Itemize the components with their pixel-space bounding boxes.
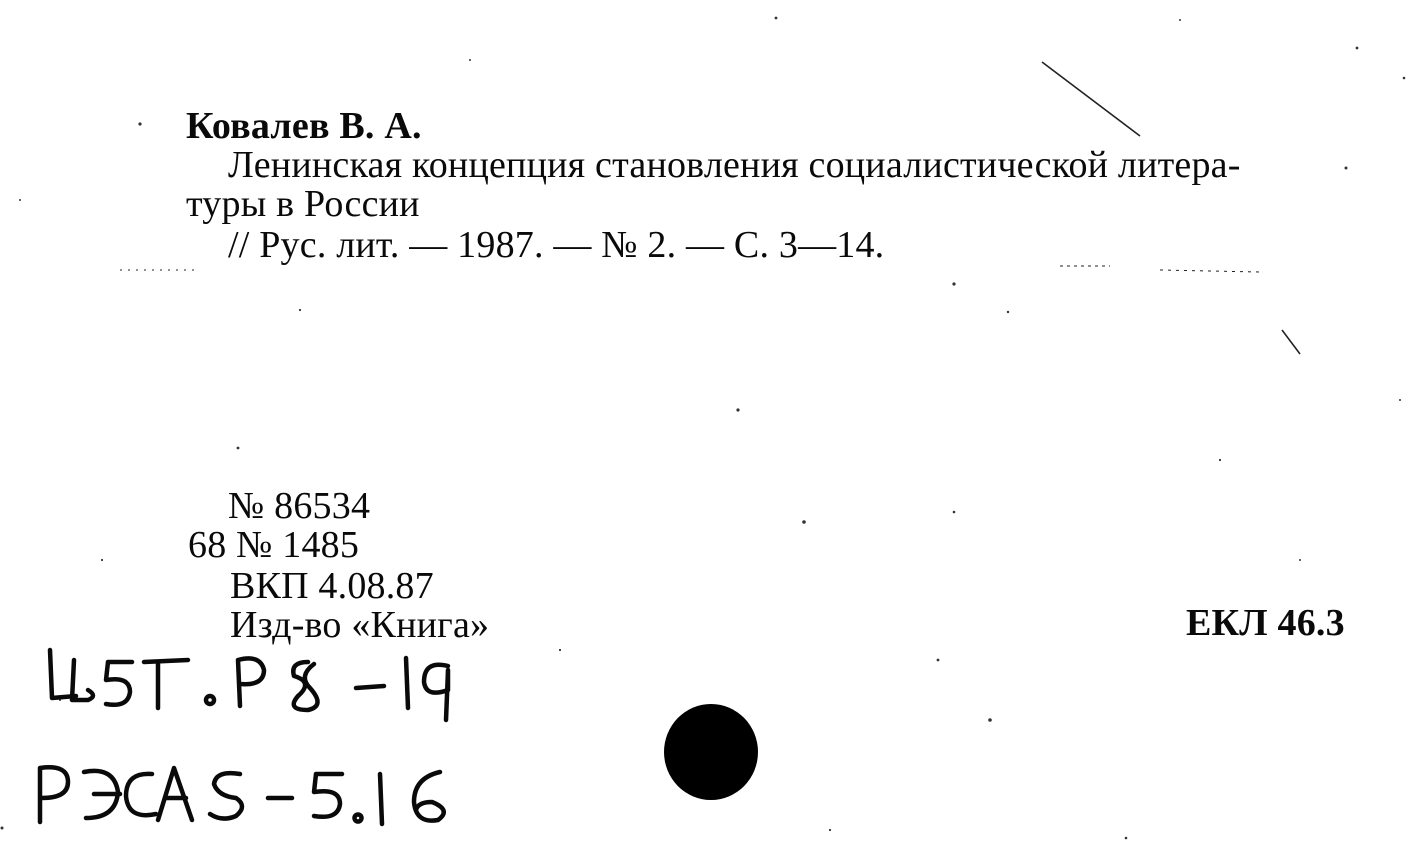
record-number-2: 68 № 1485 xyxy=(188,524,360,566)
publisher: Изд-во «Книга» xyxy=(230,604,490,646)
punch-hole xyxy=(664,704,758,800)
record-number: № 86534 xyxy=(228,485,371,527)
vkp-date: ВКП 4.08.87 xyxy=(230,565,434,607)
author-name: Ковалев В. А. xyxy=(186,105,422,147)
handwritten-code-1 xyxy=(28,636,468,726)
handwritten-code-2 xyxy=(28,748,468,838)
source-reference: // Рус. лит. — 1987. — № 2. — С. 3—14. xyxy=(228,224,885,266)
classification-code: ЕКЛ 46.3 xyxy=(1186,602,1345,644)
title-line-1: Ленинская концепция становления социалистической литера- xyxy=(228,144,1241,186)
title-line-2: туры в России xyxy=(186,183,420,225)
